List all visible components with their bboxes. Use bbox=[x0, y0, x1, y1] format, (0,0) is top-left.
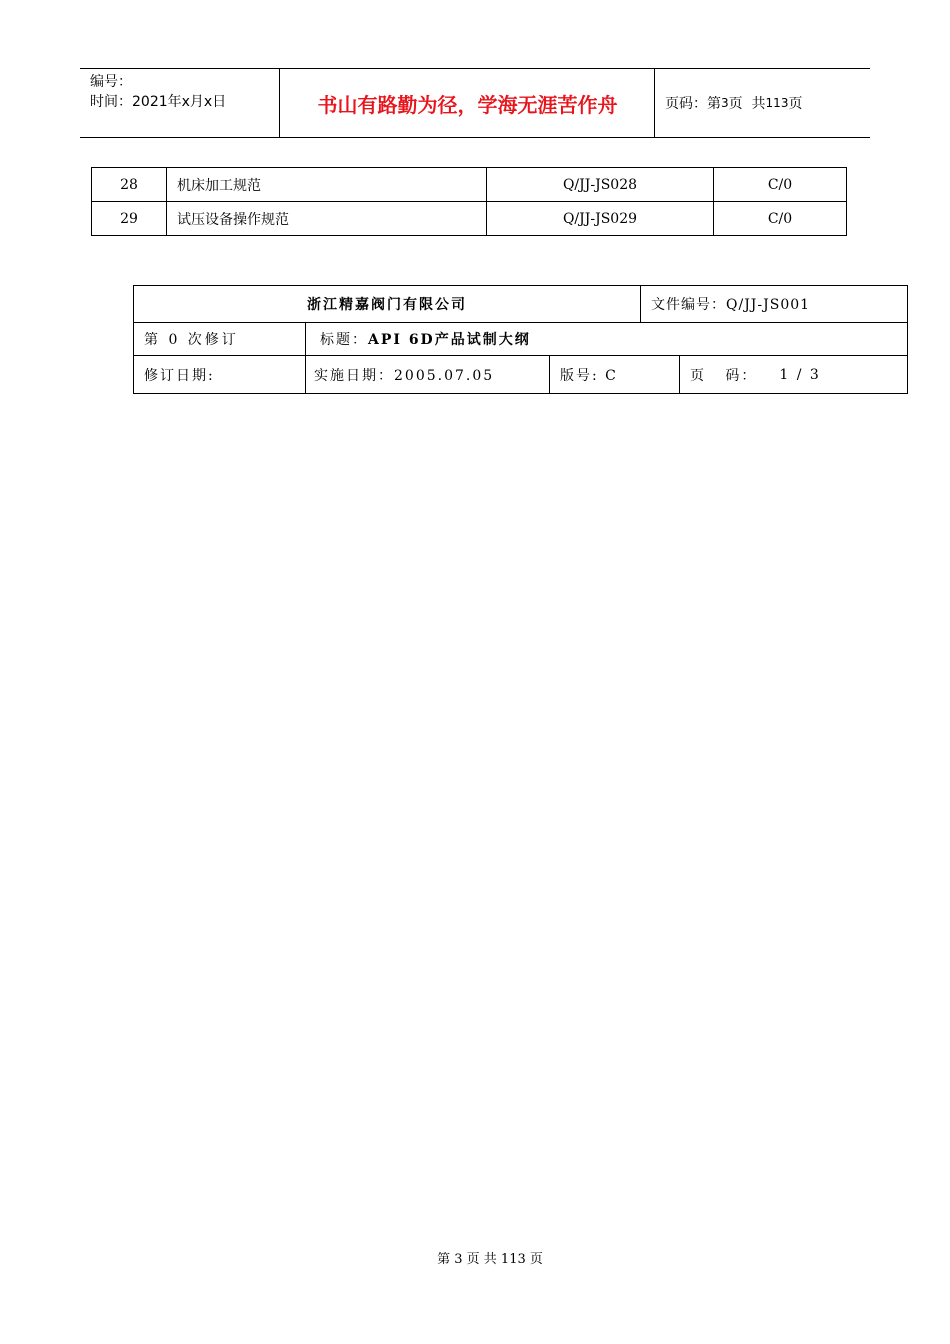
company-row bbox=[134, 286, 907, 323]
company-info-table bbox=[133, 285, 908, 394]
implementation-date: 实施日期：2005.07.05 bbox=[306, 356, 550, 393]
page-suffix: 页 bbox=[788, 96, 803, 112]
revise-date: 修订日期: bbox=[134, 356, 306, 393]
page-footer: 第 3 页 共 113 页 bbox=[437, 1252, 543, 1267]
table-row bbox=[92, 202, 847, 236]
edition-number: 版号: C bbox=[550, 356, 680, 393]
title-label: 标题： bbox=[320, 332, 368, 348]
header-page-info bbox=[655, 69, 870, 137]
page-label: 页 码： bbox=[690, 367, 758, 384]
number-label: 编号： bbox=[90, 74, 132, 90]
revision-count: 第 0 次修订 bbox=[134, 323, 306, 355]
document-title bbox=[306, 323, 906, 355]
row-version: C/0 bbox=[714, 202, 847, 236]
table-row bbox=[92, 168, 847, 202]
row-name: 试压设备操作规范 bbox=[167, 202, 487, 236]
page-header bbox=[80, 68, 870, 138]
row-version: C/0 bbox=[714, 168, 847, 202]
title-text: API 6D产品试制大纲 bbox=[368, 332, 531, 348]
page-mid: 页 共 bbox=[728, 96, 766, 112]
header-meta bbox=[80, 69, 280, 137]
page-value: 1 / 3 bbox=[779, 366, 821, 383]
document-list-table bbox=[91, 167, 847, 236]
file-number: 文件编号：Q/JJ-JS001 bbox=[651, 297, 811, 313]
time-label: 时间：2021年x月x日 bbox=[90, 94, 227, 110]
row-number: 28 bbox=[92, 168, 167, 202]
row-name: 机床加工规范 bbox=[167, 168, 487, 202]
row-number: 29 bbox=[92, 202, 167, 236]
page-total: 113 bbox=[765, 96, 789, 110]
page-prefix: 页码：第 bbox=[665, 96, 721, 112]
page-number-cell bbox=[680, 356, 907, 393]
company-name: 浙江精嘉阀门有限公司 bbox=[134, 286, 641, 322]
row-code: Q/JJ-JS029 bbox=[487, 202, 714, 236]
title-row bbox=[134, 323, 907, 356]
date-row bbox=[134, 356, 907, 393]
page-current: 3 bbox=[721, 96, 729, 110]
row-code: Q/JJ-JS028 bbox=[487, 168, 714, 202]
motto: 书山有路勤为径，学海无涯苦作舟 bbox=[281, 69, 655, 137]
